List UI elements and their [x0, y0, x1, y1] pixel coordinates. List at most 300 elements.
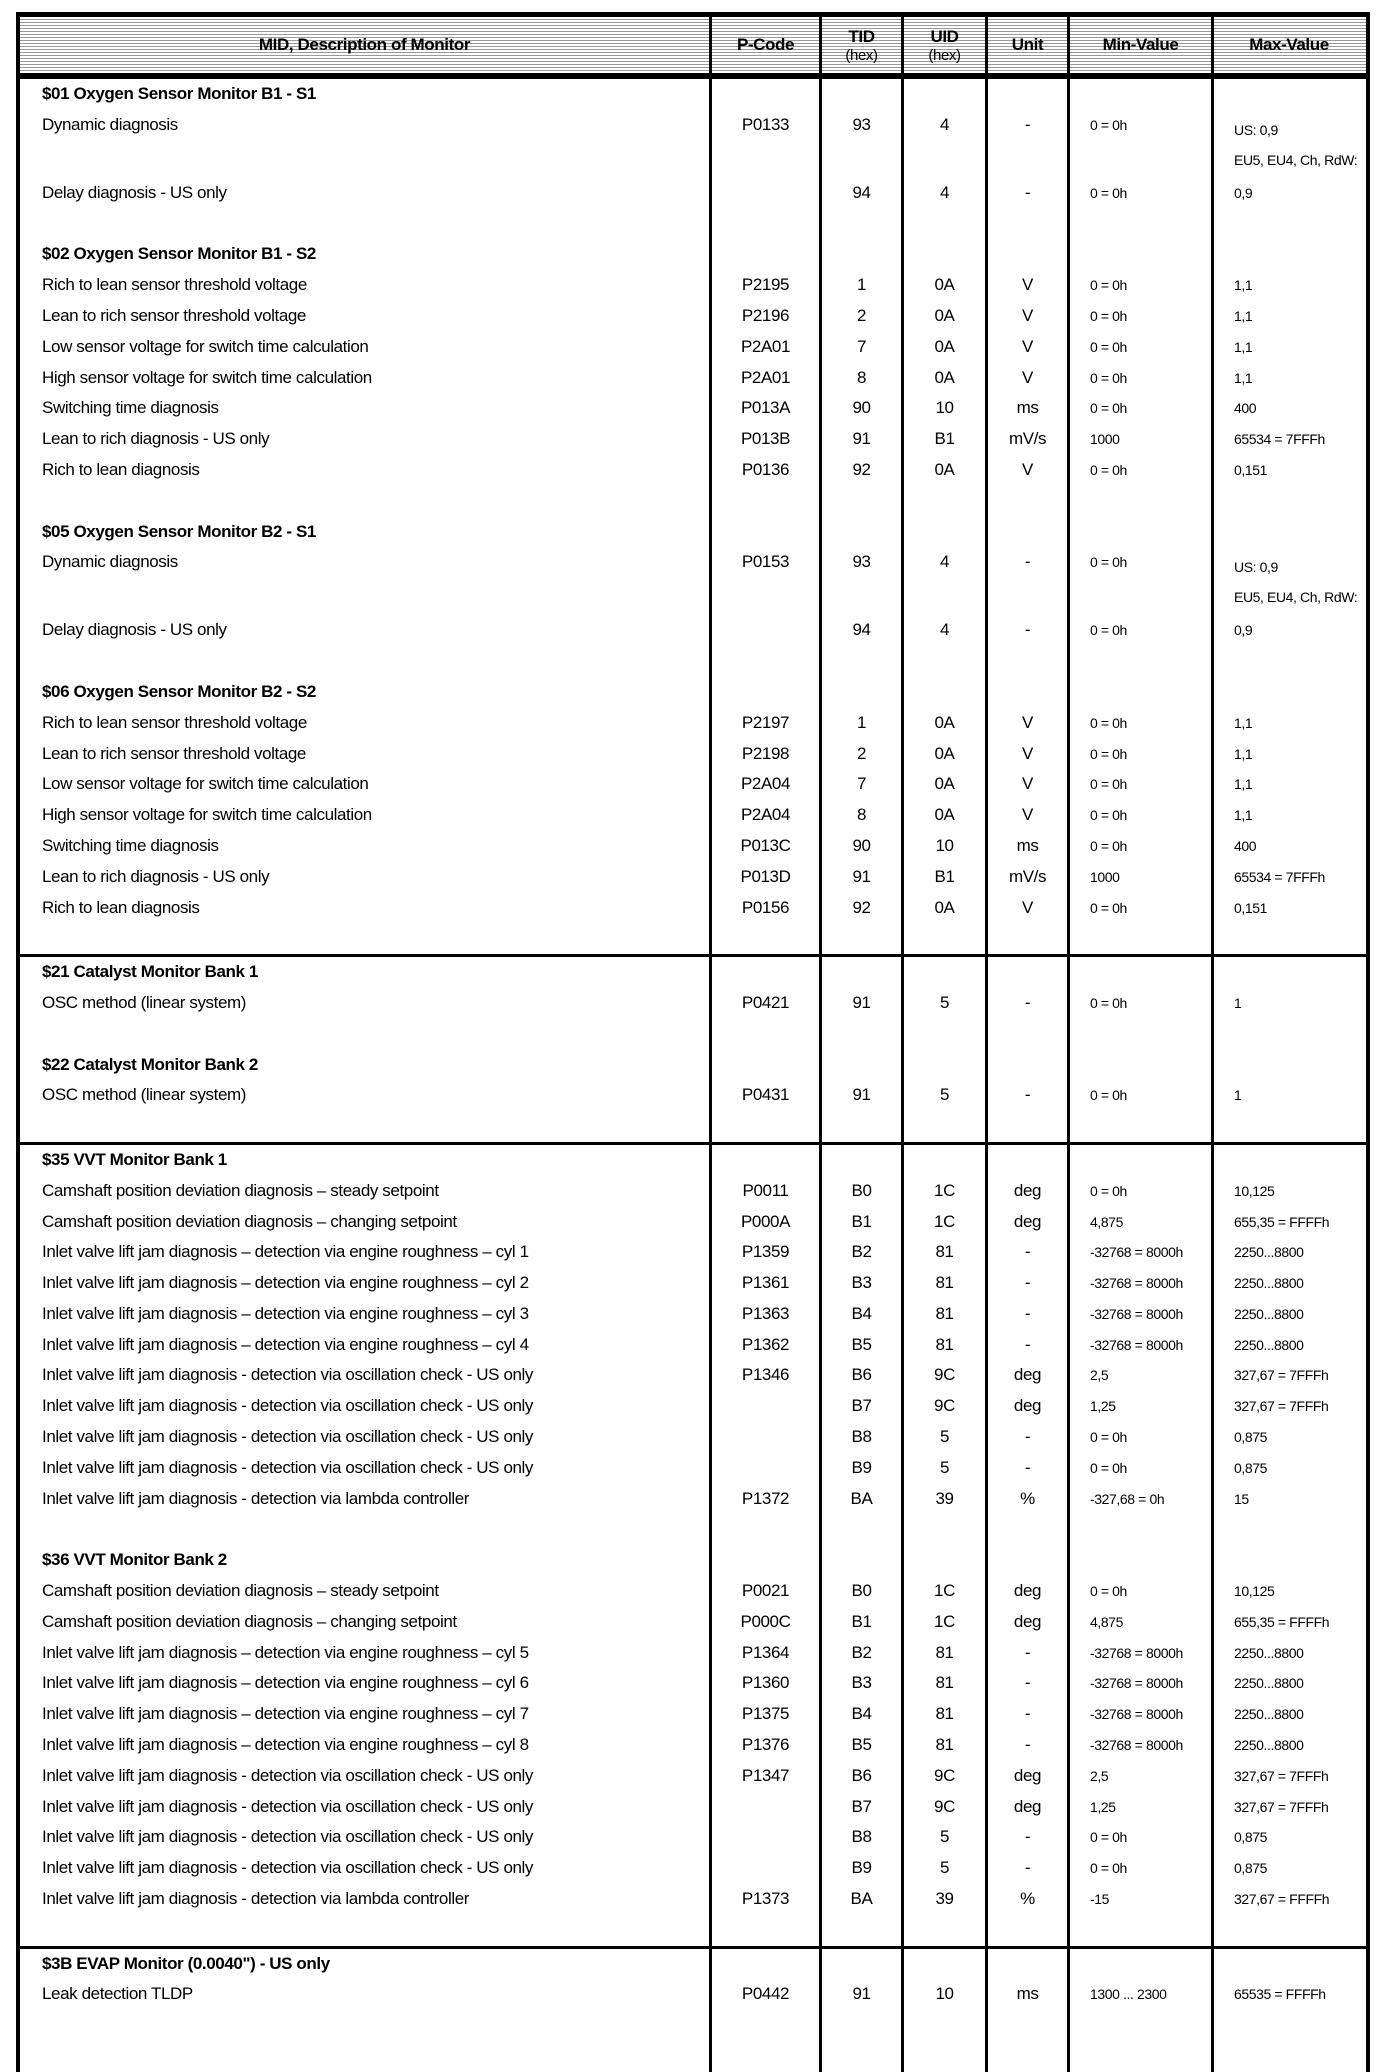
min-value-cell: -32768 = 8000h: [1070, 1237, 1214, 1268]
uid-cell: 0A: [904, 800, 988, 831]
pcode-cell: [712, 2010, 822, 2041]
unit-cell: -: [988, 615, 1070, 646]
min-value-cell: 0 = 0h: [1070, 332, 1214, 363]
unit-cell: [988, 209, 1070, 240]
unit-cell: ms: [988, 393, 1070, 424]
tid-cell: 90: [822, 831, 904, 862]
description-cell: Inlet valve lift jam diagnosis - detection via oscillation check - US only: [20, 1360, 712, 1391]
description-cell: Inlet valve lift jam diagnosis – detection via engine roughness – cyl 2: [20, 1268, 712, 1299]
pcode-cell: P2198: [712, 739, 822, 770]
unit-cell: [988, 1949, 1070, 1980]
section-title: $35 VVT Monitor Bank 1: [20, 1145, 712, 1176]
min-value-cell: 4,875: [1070, 1207, 1214, 1238]
max-value-cell: 2250...8800: [1234, 1737, 1304, 1754]
uid-cell: [904, 1915, 988, 1946]
uid-cell: [904, 677, 988, 708]
pcode-cell: P1360: [712, 1668, 822, 1699]
min-value-cell: 2,5: [1070, 1761, 1214, 1792]
description-cell: Low sensor voltage for switch time calculation: [20, 769, 712, 800]
table-row: [20, 1884, 1366, 1915]
min-value-cell: [1070, 677, 1214, 708]
pcode-cell: [712, 615, 822, 646]
description-cell: Inlet valve lift jam diagnosis – detection via engine roughness – cyl 7: [20, 1699, 712, 1730]
tid-cell: 92: [822, 455, 904, 486]
pcode-cell: [712, 923, 822, 954]
min-value-cell: 4,875: [1070, 1607, 1214, 1638]
min-value-cell: 0 = 0h: [1070, 1453, 1214, 1484]
tid-cell: 91: [822, 1979, 904, 2010]
tid-cell: 91: [822, 424, 904, 455]
min-value-cell: -32768 = 8000h: [1070, 1699, 1214, 1730]
uid-cell: [904, 1949, 988, 1980]
max-value-cell: 2250...8800: [1234, 1336, 1304, 1353]
table-row: [20, 1853, 1366, 1884]
tid-cell: [822, 1949, 904, 1980]
table-row: [20, 363, 1366, 394]
uid-cell: 1C: [904, 1176, 988, 1207]
description-cell: Inlet valve lift jam diagnosis – detection via engine roughness – cyl 4: [20, 1330, 712, 1361]
unit-cell: deg: [988, 1207, 1070, 1238]
table-row: [20, 1360, 1366, 1391]
tid-cell: B6: [822, 1360, 904, 1391]
table-row: [20, 301, 1366, 332]
unit-cell: [988, 2041, 1070, 2072]
tid-cell: BA: [822, 1484, 904, 1515]
max-value-cell: [1214, 1545, 1364, 1576]
table-row: [20, 615, 1366, 646]
description-cell: [20, 923, 712, 954]
tid-cell: 91: [822, 988, 904, 1019]
uid-cell: [904, 1050, 988, 1081]
pcode-cell: [712, 1545, 822, 1576]
table-row: [20, 739, 1366, 770]
max-value-cell: 65534 = 7FFFh: [1234, 431, 1325, 448]
pcode-cell: P2197: [712, 708, 822, 739]
unit-cell: [988, 1145, 1070, 1176]
uid-cell: 81: [904, 1668, 988, 1699]
unit-cell: -: [988, 547, 1070, 615]
description-cell: Delay diagnosis - US only: [20, 615, 712, 646]
description-cell: [20, 1019, 712, 1050]
max-value-cell: 1,1: [1234, 277, 1253, 294]
uid-cell: 4: [904, 547, 988, 615]
unit-cell: [988, 923, 1070, 954]
pcode-cell: [712, 1915, 822, 1946]
uid-cell: 1C: [904, 1607, 988, 1638]
unit-cell: V: [988, 363, 1070, 394]
pcode-cell: P0133: [712, 110, 822, 178]
max-value-cell: 400: [1234, 837, 1257, 854]
unit-cell: V: [988, 301, 1070, 332]
unit-cell: mV/s: [988, 862, 1070, 893]
table-row: [20, 1761, 1366, 1792]
uid-cell: 81: [904, 1237, 988, 1268]
min-value-cell: -32768 = 8000h: [1070, 1299, 1214, 1330]
tid-cell: B4: [822, 1699, 904, 1730]
max-value-cell: [1214, 209, 1364, 240]
max-value-cell: 2250...8800: [1234, 1706, 1304, 1723]
max-value-cell: 655,35 = FFFFh: [1234, 1213, 1330, 1230]
tid-cell: 94: [822, 615, 904, 646]
pcode-cell: P2A01: [712, 363, 822, 394]
max-value-cell: [1214, 1915, 1364, 1946]
unit-cell: -: [988, 178, 1070, 209]
min-value-cell: 0 = 0h: [1070, 739, 1214, 770]
pcode-cell: [712, 1822, 822, 1853]
unit-cell: [988, 646, 1070, 677]
table-row: [20, 708, 1366, 739]
description-cell: Inlet valve lift jam diagnosis – detection via engine roughness – cyl 3: [20, 1299, 712, 1330]
pcode-cell: [712, 1514, 822, 1545]
pcode-cell: [712, 1453, 822, 1484]
max-value-cell: 1,1: [1234, 338, 1253, 355]
uid-cell: 5: [904, 1853, 988, 1884]
section-title-row: [20, 1050, 1366, 1081]
uid-cell: 9C: [904, 1761, 988, 1792]
unit-cell: [988, 79, 1070, 110]
description-cell: Inlet valve lift jam diagnosis – detection via engine roughness – cyl 6: [20, 1668, 712, 1699]
uid-cell: 9C: [904, 1360, 988, 1391]
tid-cell: B6: [822, 1761, 904, 1792]
pcode-cell: P0431: [712, 1080, 822, 1111]
uid-cell: [904, 486, 988, 517]
unit-cell: deg: [988, 1607, 1070, 1638]
min-value-cell: 1300 ... 2300: [1070, 1979, 1214, 2010]
unit-cell: deg: [988, 1761, 1070, 1792]
uid-cell: 5: [904, 1422, 988, 1453]
uid-cell: 81: [904, 1299, 988, 1330]
pcode-cell: P1361: [712, 1268, 822, 1299]
description-cell: Inlet valve lift jam diagnosis – detection via engine roughness – cyl 5: [20, 1638, 712, 1669]
uid-cell: B1: [904, 424, 988, 455]
uid-cell: [904, 1111, 988, 1142]
tid-cell: 1: [822, 708, 904, 739]
tid-cell: 93: [822, 110, 904, 178]
section-title-row: [20, 677, 1366, 708]
tid-cell: [822, 209, 904, 240]
max-value-line: US: 0,9: [1234, 559, 1278, 576]
min-value-cell: [1070, 486, 1214, 517]
pcode-cell: P0421: [712, 988, 822, 1019]
section-title-row: [20, 239, 1366, 270]
description-cell: OSC method (linear system): [20, 988, 712, 1019]
tid-cell: B0: [822, 1176, 904, 1207]
max-value-cell: 1,1: [1234, 307, 1253, 324]
max-value-cell: [1214, 486, 1364, 517]
tid-cell: [822, 1019, 904, 1050]
unit-cell: deg: [988, 1391, 1070, 1422]
header-unit-label: Unit: [1011, 35, 1044, 54]
pcode-cell: [712, 1853, 822, 1884]
pcode-cell: P2A04: [712, 769, 822, 800]
min-value-cell: [1070, 1514, 1214, 1545]
min-value-cell: [1070, 2010, 1214, 2041]
min-value-cell: 0 = 0h: [1070, 270, 1214, 301]
description-cell: Rich to lean sensor threshold voltage: [20, 270, 712, 301]
unit-cell: -: [988, 1330, 1070, 1361]
header-description-label: MID, Description of Monitor: [258, 35, 471, 54]
unit-cell: -: [988, 1268, 1070, 1299]
table-section: [20, 957, 1366, 1145]
tid-cell: 2: [822, 739, 904, 770]
pcode-cell: P0156: [712, 893, 822, 924]
tid-cell: [822, 1514, 904, 1545]
uid-cell: 4: [904, 110, 988, 178]
unit-cell: %: [988, 1484, 1070, 1515]
tid-cell: B9: [822, 1853, 904, 1884]
max-value-cell: 400: [1234, 400, 1257, 417]
pcode-cell: P0136: [712, 455, 822, 486]
min-value-cell: 1,25: [1070, 1391, 1214, 1422]
pcode-cell: [712, 1391, 822, 1422]
uid-cell: 1C: [904, 1207, 988, 1238]
max-value-cell: [1214, 1111, 1364, 1142]
table-row: [20, 1638, 1366, 1669]
max-value-cell: 1,1: [1234, 714, 1253, 731]
max-value-cell: 2250...8800: [1234, 1675, 1304, 1692]
min-value-cell: -32768 = 8000h: [1070, 1638, 1214, 1669]
table-row: [20, 862, 1366, 893]
unit-cell: -: [988, 1422, 1070, 1453]
pcode-cell: [712, 1019, 822, 1050]
pcode-cell: P013D: [712, 862, 822, 893]
section-title: $05 Oxygen Sensor Monitor B2 - S1: [20, 517, 712, 548]
pcode-cell: [712, 517, 822, 548]
max-value-cell: 0,9: [1234, 622, 1253, 639]
description-cell: Switching time diagnosis: [20, 831, 712, 862]
description-cell: Inlet valve lift jam diagnosis - detection via lambda controller: [20, 1484, 712, 1515]
section-title: $06 Oxygen Sensor Monitor B2 - S2: [20, 677, 712, 708]
description-cell: [20, 1111, 712, 1142]
tid-cell: B5: [822, 1330, 904, 1361]
pcode-cell: [712, 79, 822, 110]
description-cell: Inlet valve lift jam diagnosis - detection via oscillation check - US only: [20, 1792, 712, 1823]
min-value-cell: 0 = 0h: [1070, 1822, 1214, 1853]
description-cell: OSC method (linear system): [20, 1080, 712, 1111]
table-section: [20, 1145, 1366, 1949]
blank-row: [20, 646, 1366, 677]
description-cell: Lean to rich sensor threshold voltage: [20, 739, 712, 770]
unit-cell: [988, 1514, 1070, 1545]
blank-row: [20, 2041, 1366, 2072]
pcode-cell: [712, 1792, 822, 1823]
description-cell: Lean to rich sensor threshold voltage: [20, 301, 712, 332]
pcode-cell: P1362: [712, 1330, 822, 1361]
table-row: [20, 110, 1366, 178]
description-cell: Camshaft position deviation diagnosis – steady setpoint: [20, 1576, 712, 1607]
max-value-cell: [1214, 2041, 1364, 2072]
min-value-cell: 0 = 0h: [1070, 800, 1214, 831]
section-title: $21 Catalyst Monitor Bank 1: [20, 957, 712, 988]
tid-cell: B2: [822, 1638, 904, 1669]
tid-cell: 1: [822, 270, 904, 301]
max-value-cell: [1214, 646, 1364, 677]
max-value-cell: 0,875: [1234, 1829, 1268, 1846]
section-title: $3B EVAP Monitor (0.0040") - US only: [20, 1949, 712, 1980]
table-row: [20, 270, 1366, 301]
min-value-cell: 0 = 0h: [1070, 1422, 1214, 1453]
uid-cell: 0A: [904, 708, 988, 739]
min-value-cell: -32768 = 8000h: [1070, 1268, 1214, 1299]
header-uid: [904, 17, 988, 73]
table-row: [20, 1576, 1366, 1607]
pcode-cell: [712, 677, 822, 708]
min-value-cell: [1070, 79, 1214, 110]
pcode-cell: P2196: [712, 301, 822, 332]
max-value-cell: [1214, 239, 1364, 270]
pcode-cell: [712, 486, 822, 517]
unit-cell: -: [988, 1080, 1070, 1111]
uid-cell: 5: [904, 988, 988, 1019]
unit-cell: -: [988, 1237, 1070, 1268]
tid-cell: [822, 923, 904, 954]
max-value-cell: 65535 = FFFFh: [1234, 1986, 1326, 2003]
tid-cell: 91: [822, 1080, 904, 1111]
table-row: [20, 1330, 1366, 1361]
max-value-cell: [1214, 79, 1364, 110]
pcode-cell: [712, 957, 822, 988]
max-value-cell: 327,67 = 7FFFh: [1234, 1798, 1329, 1815]
max-value-cell: 0,875: [1234, 1459, 1268, 1476]
min-value-cell: 0 = 0h: [1070, 178, 1214, 209]
uid-cell: [904, 79, 988, 110]
max-value-cell: 2250...8800: [1234, 1244, 1304, 1261]
description-cell: Lean to rich diagnosis - US only: [20, 424, 712, 455]
tid-cell: [822, 646, 904, 677]
table-row: [20, 1422, 1366, 1453]
unit-cell: [988, 1915, 1070, 1946]
uid-cell: 0A: [904, 455, 988, 486]
table-row: [20, 1979, 1366, 2010]
min-value-cell: 0 = 0h: [1070, 363, 1214, 394]
blank-row: [20, 1915, 1366, 1946]
unit-cell: [988, 2010, 1070, 2041]
tid-cell: [822, 239, 904, 270]
tid-cell: [822, 957, 904, 988]
max-value-cell: [1214, 1050, 1364, 1081]
uid-cell: 9C: [904, 1792, 988, 1823]
blank-row: [20, 209, 1366, 240]
uid-cell: 81: [904, 1268, 988, 1299]
tid-cell: 8: [822, 800, 904, 831]
pcode-cell: P2A01: [712, 332, 822, 363]
blank-row: [20, 1111, 1366, 1142]
max-value-cell: 15: [1234, 1490, 1249, 1507]
pcode-cell: P0021: [712, 1576, 822, 1607]
tid-cell: B9: [822, 1453, 904, 1484]
uid-cell: 0A: [904, 769, 988, 800]
min-value-cell: 1,25: [1070, 1792, 1214, 1823]
description-cell: [20, 1514, 712, 1545]
blank-row: [20, 2010, 1366, 2041]
pcode-cell: P000A: [712, 1207, 822, 1238]
description-cell: [20, 646, 712, 677]
min-value-cell: [1070, 1111, 1214, 1142]
table-row: [20, 424, 1366, 455]
min-value-cell: 0 = 0h: [1070, 1853, 1214, 1884]
section-title: $36 VVT Monitor Bank 2: [20, 1545, 712, 1576]
unit-cell: [988, 677, 1070, 708]
uid-cell: 1C: [904, 1576, 988, 1607]
table-row: [20, 1484, 1366, 1515]
description-cell: Inlet valve lift jam diagnosis - detection via oscillation check - US only: [20, 1853, 712, 1884]
uid-cell: 4: [904, 615, 988, 646]
description-cell: Delay diagnosis - US only: [20, 178, 712, 209]
table-row: [20, 332, 1366, 363]
table-row: [20, 1268, 1366, 1299]
tid-cell: [822, 1111, 904, 1142]
min-value-cell: 0 = 0h: [1070, 393, 1214, 424]
unit-cell: deg: [988, 1176, 1070, 1207]
header-max-label: Max-Value: [1249, 34, 1329, 54]
tid-cell: [822, 1145, 904, 1176]
tid-cell: B8: [822, 1822, 904, 1853]
description-cell: Inlet valve lift jam diagnosis - detection via oscillation check - US only: [20, 1422, 712, 1453]
min-value-cell: 0 = 0h: [1070, 831, 1214, 862]
tid-cell: B1: [822, 1207, 904, 1238]
header-uid-label: UID: [930, 26, 959, 46]
max-value-line: EU5, EU4, Ch, RdW:: [1234, 151, 1358, 168]
header-description: [20, 17, 712, 73]
uid-cell: 5: [904, 1080, 988, 1111]
table-row: [20, 1730, 1366, 1761]
pcode-cell: P013A: [712, 393, 822, 424]
table-row: [20, 1237, 1366, 1268]
description-cell: [20, 209, 712, 240]
unit-cell: V: [988, 800, 1070, 831]
tid-cell: B5: [822, 1730, 904, 1761]
tid-cell: [822, 2010, 904, 2041]
header-tid-sub: (hex): [845, 46, 878, 64]
unit-cell: ms: [988, 831, 1070, 862]
max-value-cell: [1214, 1019, 1364, 1050]
uid-cell: [904, 239, 988, 270]
tid-cell: B2: [822, 1237, 904, 1268]
max-value-cell: 327,67 = 7FFFh: [1234, 1398, 1329, 1415]
min-value-cell: 0 = 0h: [1070, 1576, 1214, 1607]
uid-cell: 81: [904, 1699, 988, 1730]
max-value-cell: [1214, 957, 1364, 988]
uid-cell: [904, 517, 988, 548]
description-cell: Inlet valve lift jam diagnosis - detection via oscillation check - US only: [20, 1822, 712, 1853]
unit-cell: V: [988, 332, 1070, 363]
max-value-cell: 2250...8800: [1234, 1644, 1304, 1661]
section-title-row: [20, 1145, 1366, 1176]
table-row: [20, 455, 1366, 486]
header-min-label: Min-Value: [1102, 34, 1179, 54]
uid-cell: [904, 209, 988, 240]
header-pcode-label: P-Code: [736, 35, 795, 54]
uid-cell: B1: [904, 862, 988, 893]
header-max: [1214, 17, 1364, 73]
min-value-cell: [1070, 517, 1214, 548]
min-value-cell: -327,68 = 0h: [1070, 1484, 1214, 1515]
max-value-cell: 655,35 = FFFFh: [1234, 1613, 1330, 1630]
max-value-cell: 2250...8800: [1234, 1275, 1304, 1292]
unit-cell: ms: [988, 1979, 1070, 2010]
unit-cell: V: [988, 455, 1070, 486]
max-value-cell: 327,67 = FFFFh: [1234, 1891, 1330, 1908]
max-value-cell: 1,1: [1234, 776, 1253, 793]
pcode-cell: [712, 646, 822, 677]
pcode-cell: P1376: [712, 1730, 822, 1761]
unit-cell: deg: [988, 1576, 1070, 1607]
table-row: [20, 800, 1366, 831]
unit-cell: deg: [988, 1360, 1070, 1391]
description-cell: High sensor voltage for switch time calculation: [20, 363, 712, 394]
uid-cell: 0A: [904, 739, 988, 770]
tid-cell: B0: [822, 1576, 904, 1607]
